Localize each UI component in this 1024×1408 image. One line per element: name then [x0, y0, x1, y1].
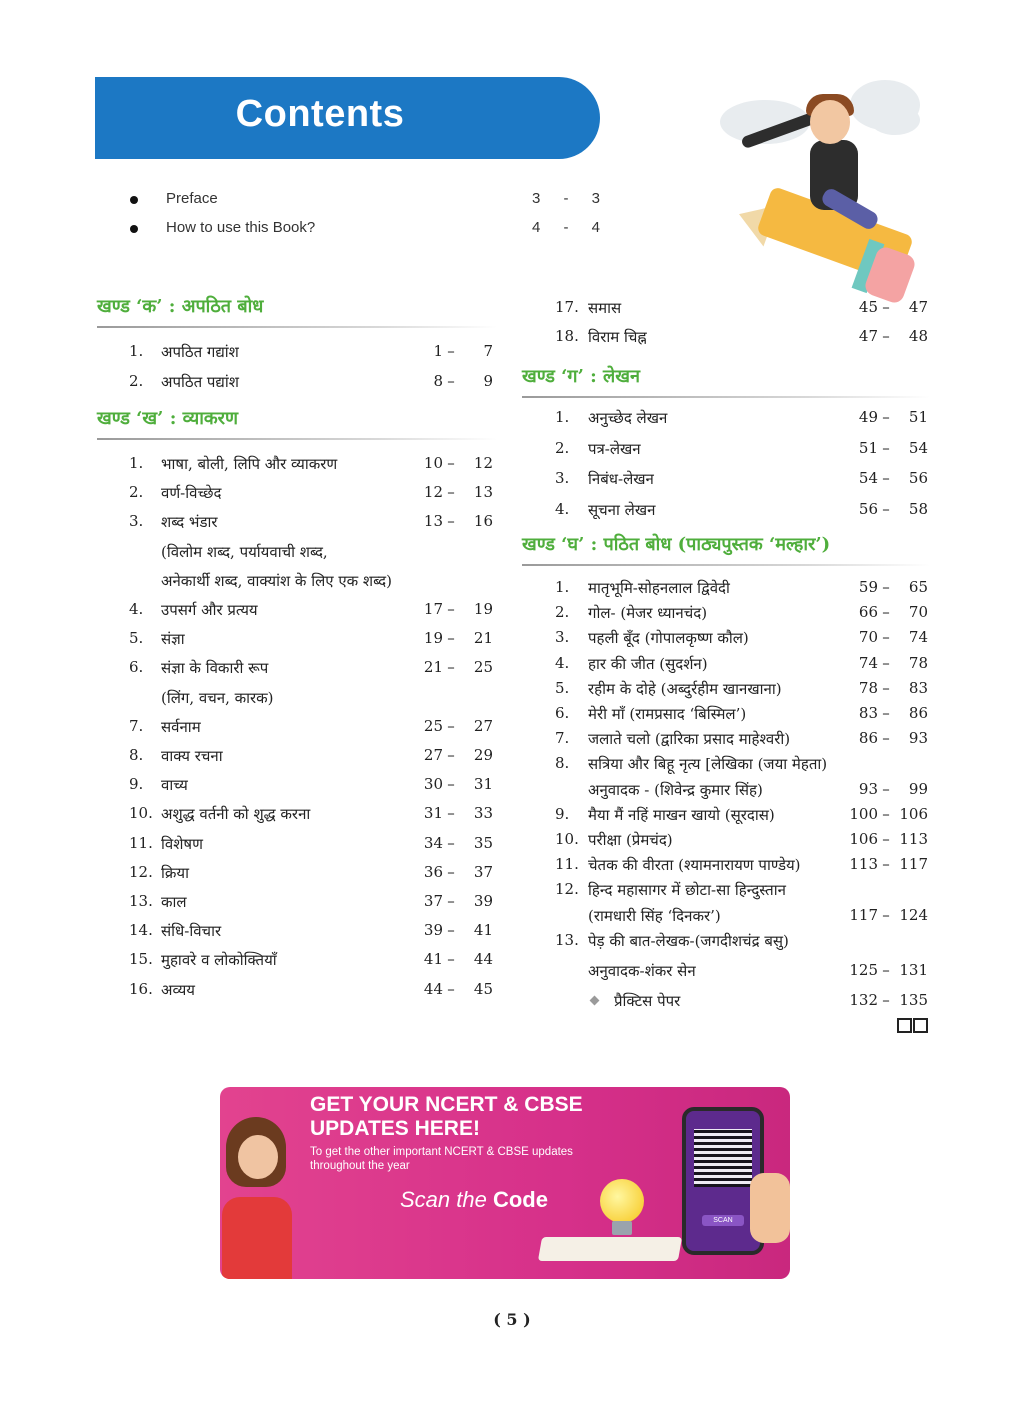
page-range: 10 – 12 [423, 454, 493, 472]
item-number: 11. [129, 833, 153, 852]
item-title: अशुद्ध वर्तनी को शुद्ध करना [161, 805, 311, 824]
item-title: मेरी माँ (रामप्रसाद ‘बिस्मिल’) [588, 705, 747, 723]
page-range: 41 – 44 [423, 950, 493, 969]
item-title: (विलोम शब्द, पर्यायवाची शब्द, [161, 542, 328, 561]
contents-row [522, 469, 930, 500]
contents-row [97, 454, 497, 483]
section-ga-list [522, 408, 930, 530]
page-range: 100 – 106 [849, 804, 928, 823]
page-range: 59 – 65 [858, 578, 928, 596]
item-title: काल [161, 893, 187, 911]
section-heading-gha: खण्ड ‘घ’ : पठित बोध (पाठ्यपुस्तक ‘मल्हार’) [522, 534, 831, 555]
item-number: 8. [129, 746, 144, 764]
page-range: 30 – 31 [423, 775, 493, 794]
page-range: 49 – 51 [858, 408, 928, 426]
contents-row [97, 863, 497, 892]
page-range: 125 – 131 [849, 960, 928, 979]
contents-row [522, 830, 930, 855]
item-number: 5. [555, 678, 570, 697]
contents-row [97, 921, 497, 950]
item-number: 2. [555, 438, 570, 457]
contents-row [97, 980, 497, 1009]
contents-row [97, 717, 497, 746]
page-range: 13 – 16 [423, 512, 493, 531]
contents-row [97, 342, 497, 372]
item-title: वर्ण-विच्छेद [161, 484, 222, 503]
contents-row [522, 603, 930, 628]
qr-code-icon[interactable] [694, 1129, 752, 1187]
item-number: 3. [555, 628, 570, 647]
promo-title: GET YOUR NCERT & CBSE UPDATES HERE! [310, 1093, 583, 1140]
item-title: अव्यय [161, 980, 195, 999]
contents-row [522, 298, 930, 327]
contents-row [97, 834, 497, 863]
page-range: 27 – 29 [423, 746, 493, 764]
item-title: पेड़ की बात-लेखक-(जगदीशचंद्र बसु) [588, 931, 789, 950]
item-number: 13. [129, 892, 153, 910]
item-number: 4. [129, 600, 144, 618]
section-kha-list [97, 454, 497, 1009]
lightbulb-icon [600, 1179, 644, 1223]
contents-row [522, 704, 930, 729]
page-range: 70 – 74 [858, 628, 928, 647]
contents-row [522, 780, 930, 805]
item-title: निबंध-लेखन [588, 470, 654, 488]
item-title: अनेकार्थी शब्द, वाक्यांश के लिए एक शब्द) [161, 571, 392, 590]
page-range: 8 – 9 [433, 372, 493, 390]
item-title: सर्वनाम [161, 717, 201, 736]
contents-row [522, 439, 930, 470]
page-range: 106 – 113 [849, 830, 928, 848]
item-title: पत्र-लेखन [588, 439, 641, 458]
page-range: 1 – 7 [433, 342, 493, 360]
page-range: 21 – 25 [423, 658, 493, 677]
item-title: उपसर्ग और प्रत्यय [161, 601, 258, 619]
contents-row [522, 931, 930, 956]
item-number: 7. [555, 729, 570, 748]
contents-header-banner [95, 77, 600, 159]
page-range: 36 – 37 [423, 862, 493, 881]
item-number: 8. [555, 754, 570, 773]
item-title: विशेषण [161, 834, 203, 853]
item-title: (रामधारी सिंह ‘दिनकर’) [588, 906, 721, 925]
item-number: 16. [129, 979, 153, 998]
item-title: संज्ञा के विकारी रूप [161, 659, 269, 678]
page-range: 47 – 48 [858, 327, 928, 345]
page-range: 93 – 99 [858, 779, 928, 798]
contents-row [97, 571, 497, 600]
item-title: अनुच्छेद लेखन [588, 409, 668, 427]
page-range: 25 – 27 [423, 716, 493, 735]
section-kha-continued-list [522, 298, 930, 356]
item-number: 2. [129, 372, 144, 390]
contents-row [522, 679, 930, 704]
hand-icon [750, 1173, 790, 1243]
item-title: विराम चिह्न [588, 328, 647, 346]
item-title: पहली बूँद (गोपालकृष्ण कौल) [588, 629, 749, 648]
end-of-contents-mark [897, 1018, 929, 1037]
page-range: 34 – 35 [423, 833, 493, 852]
contents-row-preface: Preface 3 - 3 [130, 190, 600, 212]
item-title: वाच्य [161, 776, 188, 795]
contents-row [97, 688, 497, 717]
item-title: रहीम के दोहे (अब्दुर्रहीम खानखाना) [588, 679, 782, 698]
contents-row [97, 629, 497, 658]
contents-row [522, 578, 930, 603]
page-range: 51 – 54 [858, 438, 928, 457]
promo-subtitle: To get the other important NCERT & CBSE updates throughout the year [310, 1146, 573, 1172]
item-title: अपठित गद्यांश [161, 343, 239, 361]
item-number: 4. [555, 653, 570, 672]
section-gha-list [522, 578, 930, 1017]
contents-row [97, 950, 497, 979]
item-title: सत्रिया और बिहू नृत्य [लेखिका (जया मेहता) [588, 755, 828, 774]
item-number: 7. [129, 716, 144, 735]
page-range: 117 – 124 [849, 905, 928, 924]
item-title: हार की जीत (सुदर्शन) [588, 654, 708, 673]
item-title: मुहावरे व लोकोक्तियाँ [161, 951, 277, 970]
item-title: वाक्य रचना [161, 747, 223, 765]
item-number: 14. [129, 921, 153, 940]
diamond-bullet-icon [590, 995, 600, 1005]
item-title: मातृभूमि-सोहनलाल द्विवेदी [588, 579, 730, 597]
contents-row [522, 855, 930, 880]
item-number: 1. [129, 454, 144, 472]
contents-row [97, 483, 497, 512]
page-range: 19 – 21 [423, 629, 493, 648]
contents-row [97, 372, 497, 402]
contents-row [522, 408, 930, 439]
contents-row [97, 512, 497, 541]
section-heading-ga: खण्ड ‘ग’ : लेखन [522, 366, 640, 387]
item-title: संधि-विचार [161, 922, 222, 941]
page-range: 56 – 58 [858, 499, 928, 518]
item-number: 5. [129, 629, 144, 648]
contents-row [97, 542, 497, 571]
page-range: 74 – 78 [858, 653, 928, 672]
item-title: चेतक की वीरता (श्यामनारायण पाण्डेय) [588, 856, 801, 875]
page-range: 113 – 117 [849, 855, 928, 874]
item-number: 11. [555, 855, 579, 874]
contents-row-practice-paper [522, 991, 930, 1017]
ncert-cbse-updates-banner[interactable] [220, 1087, 790, 1279]
item-title: क्रिया [161, 863, 189, 882]
scan-button[interactable]: SCAN [702, 1215, 744, 1226]
item-number: 1. [555, 578, 570, 596]
contents-row [97, 775, 497, 804]
boy-on-pencil-illustration [700, 80, 930, 290]
item-title: गोल- (मेजर ध्यानचंद) [588, 604, 708, 623]
contents-row [522, 961, 930, 986]
item-number: 6. [555, 704, 570, 722]
page-range: 37 – 39 [423, 892, 493, 910]
page-range: 39 – 41 [423, 921, 493, 940]
contents-row [522, 906, 930, 931]
item-title: समास [588, 299, 622, 317]
item-number: 17. [555, 298, 579, 316]
contents-row [522, 327, 930, 356]
item-title: परीक्षा (प्रेमचंद) [588, 831, 673, 849]
contents-row [522, 805, 930, 830]
item-number: 12. [555, 880, 579, 899]
page-range: 86 – 93 [858, 729, 928, 748]
item-title: (लिंग, वचन, कारक) [161, 688, 274, 707]
item-number: 3. [555, 469, 570, 487]
item-title: भाषा, बोली, लिपि और व्याकरण [161, 455, 338, 473]
right-column [522, 298, 930, 1017]
item-title: जलाते चलो (द्वारिका प्रसाद माहेश्वरी) [588, 730, 791, 749]
item-number: 1. [129, 342, 144, 360]
contents-row [522, 729, 930, 754]
page-range: 66 – 70 [858, 603, 928, 622]
item-title: मैया मैं नहिं माखन खायो (सूरदास) [588, 805, 775, 824]
page-range: 54 – 56 [858, 469, 928, 487]
contents-row-how-to-use: How to use this Book? 4 - 4 [130, 219, 600, 241]
contents-row [97, 658, 497, 687]
page-range: 12 – 13 [423, 483, 493, 502]
item-number: 4. [555, 499, 570, 518]
item-number: 18. [555, 327, 579, 345]
item-title: हिन्द महासागर में छोटा-सा हिन्दुस्तान [588, 881, 786, 900]
bullet-icon [130, 225, 138, 233]
bullet-icon [130, 196, 138, 204]
contents-row [97, 746, 497, 775]
contents-row [522, 500, 930, 531]
item-number: 15. [129, 950, 153, 969]
item-number: 2. [555, 603, 570, 622]
page-range: 83 – 86 [858, 704, 928, 722]
item-title: संज्ञा [161, 630, 185, 649]
item-title: अनुवादक-शंकर सेन [588, 961, 696, 980]
page-number: ( 5 ) [493, 1310, 531, 1329]
section-heading-kha: खण्ड ‘ख’ : व्याकरण [97, 408, 239, 429]
item-number: 6. [129, 658, 144, 677]
open-book-icon [538, 1237, 682, 1261]
page-title: Contents [235, 93, 405, 135]
page-range: 31 – 33 [423, 804, 493, 823]
item-number: 1. [555, 408, 570, 426]
item-number: 3. [129, 512, 144, 531]
item-title: प्रैक्टिस पेपर [614, 991, 681, 1010]
section-heading-ka: खण्ड ‘क’ : अपठित बोध [97, 296, 264, 317]
page-range: 17 – 19 [423, 600, 493, 618]
page-range: 78 – 83 [858, 678, 928, 697]
item-title: सूचना लेखन [588, 500, 656, 519]
item-number: 9. [555, 804, 570, 823]
contents-row [522, 654, 930, 679]
contents-row [522, 880, 930, 905]
scan-the-code-text: Scan the Code [400, 1187, 548, 1212]
item-number: 10. [555, 830, 579, 848]
contents-row [522, 754, 930, 779]
item-number: 10. [129, 804, 153, 823]
contents-row [522, 628, 930, 653]
page-range: 44 – 45 [423, 979, 493, 998]
item-title: शब्द भंडार [161, 513, 218, 532]
item-number: 9. [129, 775, 144, 794]
item-title: अपठित पद्यांश [161, 373, 239, 391]
item-number: 12. [129, 862, 153, 881]
contents-row [97, 892, 497, 921]
item-title: अनुवादक - (शिवेन्द्र कुमार सिंह) [588, 780, 763, 799]
item-number: 2. [129, 483, 144, 502]
page-range: 45 – 47 [858, 298, 928, 316]
section-ka-list [97, 342, 497, 402]
item-number: 13. [555, 930, 579, 949]
contents-row [97, 804, 497, 833]
left-column [97, 294, 497, 1009]
contents-row [97, 600, 497, 629]
page-range: 132 – 135 [849, 990, 928, 1009]
